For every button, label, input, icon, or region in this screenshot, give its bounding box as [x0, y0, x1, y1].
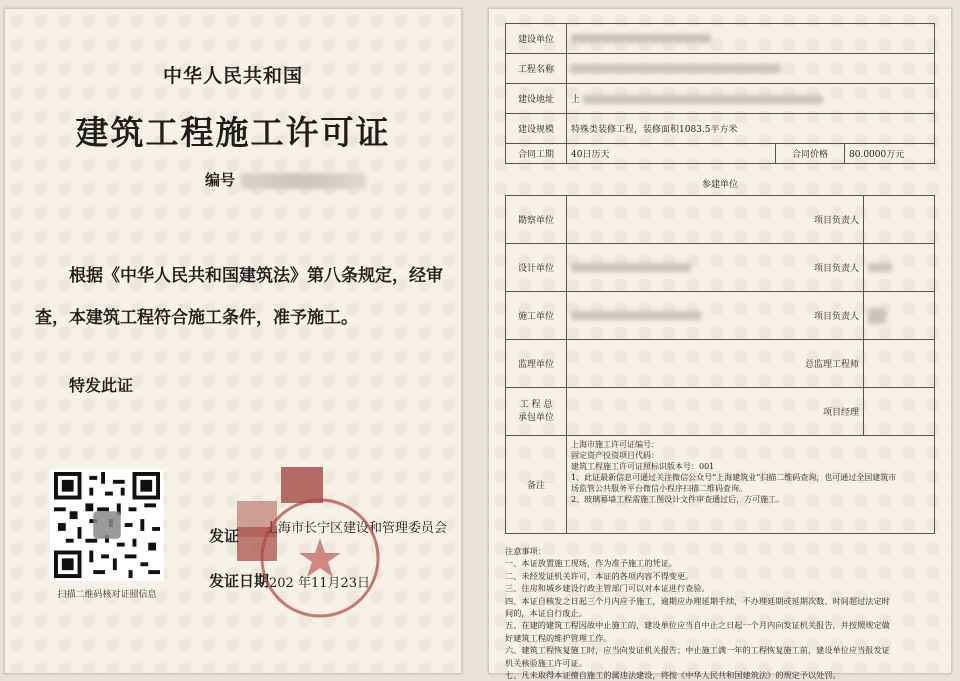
permit-body-text: 根据《中华人民共和国建筑法》第八条规定，经审查，本建筑工程符合施工条件，准予施工。 — [35, 266, 443, 328]
construction-company-label: 施工单位 — [506, 292, 567, 340]
country-name: 中华人民共和国 — [162, 65, 303, 87]
remarks-label: 备注 — [506, 436, 567, 534]
issue-date-value: 202 年11月23日 — [269, 576, 371, 591]
redacted-value — [571, 311, 701, 320]
note-item: 好建筑工程的维护管理工作。 — [505, 632, 612, 643]
construction-unit-label: 建设单位 — [506, 24, 567, 54]
note-item: 三、住房和城乡建设行政主管部门可以对本证进行查验。 — [505, 583, 710, 594]
note-item: 一、本证放置施工现场，作为准予施工的凭证。 — [505, 558, 677, 569]
official-seal-icon — [245, 493, 395, 623]
scale-value: 特殊类装修工程，装修面积1083.5平方米 — [567, 114, 935, 144]
general-contractor-label: 工 程 总 承包单位 — [506, 388, 567, 436]
note-item: 五、在建的建筑工程因故中止施工的，建设单位应当自中止之日起一个月内向发证机关报告，并按照规定做 — [505, 620, 890, 631]
note-item: 机关核验施工许可证。 — [505, 657, 587, 668]
note-item: 二、未经发证机关许可，本证的各项内容不得变更。 — [505, 570, 694, 581]
project-name-label: 工程名称 — [506, 54, 567, 84]
redacted-value — [583, 95, 823, 104]
qr-code-icon[interactable] — [50, 469, 164, 581]
qr-caption: 扫描二维码核对证照信息 — [57, 590, 157, 600]
redacted-number — [240, 173, 366, 189]
contract-period-value: 40日历天 — [567, 144, 776, 164]
note-item: 间的，本证自行废止。 — [505, 608, 587, 619]
remark-line: 固定资产投资项目代码： — [571, 451, 659, 460]
permit-cover-page — [4, 8, 462, 674]
remarks-content — [567, 436, 935, 534]
note-item: 六、建筑工程恢复施工时，应当向发证机关报告；中止施工满一年的工程恢复施工前，建设单位应当报发证 — [505, 645, 890, 656]
survey-unit-label: 勘察单位 — [506, 196, 567, 244]
issue-date-label: 发证日期 — [209, 572, 270, 590]
project-address-value: 上 — [571, 95, 581, 105]
issuer-value: 上海市长宁区建设和管理委员会 — [265, 521, 448, 536]
contract-price-value: 80.0000万元 — [845, 144, 935, 164]
remark-line: 2、玻璃幕墙工程需施工图设计文件审查通过后，方可施工。 — [571, 495, 785, 504]
remark-line: 上海市施工许可证编号： — [571, 440, 659, 449]
design-leader-label: 项目负责人 — [775, 244, 864, 292]
remark-line: 场监管公共服务平台微信小程序扫描二维码查询。 — [571, 484, 747, 493]
permit-number: 编号 — [205, 169, 366, 190]
remark-line: 1、此证最新信息可通过关注微信公众号“上海建筑业”扫描二维码查询，也可通过全国建筑市 — [571, 473, 897, 482]
redacted-value — [571, 34, 711, 43]
chief-supervisor-label: 总监理工程师 — [775, 340, 864, 388]
issuer-label: 发证 — [209, 527, 240, 545]
note-item: 四、本证自核发之日起三个月内应予施工，逾期应办理延期手续，不办理延期或延期次数、时间超过法定时 — [505, 595, 890, 606]
design-unit-label: 设计单位 — [506, 244, 567, 292]
redacted-value — [571, 263, 691, 272]
contract-period-label: 合同工期 — [506, 144, 567, 164]
redacted-value — [868, 308, 886, 324]
contract-price-label: 合同价格 — [776, 144, 845, 164]
participants-header: 参建单位 — [701, 180, 738, 190]
permit-title: 建筑工程施工许可证 — [75, 113, 391, 152]
project-info-table — [505, 23, 935, 164]
scale-label: 建设规模 — [506, 114, 567, 144]
survey-leader-label: 项目负责人 — [775, 196, 864, 244]
project-manager-label: 项目经理 — [775, 388, 864, 436]
redacted-value — [571, 64, 781, 73]
special-issue-text: 特发此证 — [69, 376, 134, 395]
supervision-unit-label: 监理单位 — [506, 340, 567, 388]
remark-line: 建筑工程施工许可证照标识版本号：001 — [571, 462, 715, 471]
note-item: 七、凡未取得本证擅自施工的属违法建设，将按《中华人民共和国建筑法》的规定予以处罚。 — [505, 670, 841, 681]
project-address-label: 建设地址 — [506, 84, 567, 114]
construction-leader-label: 项目负责人 — [775, 292, 864, 340]
notes-title: 注意事项： — [505, 546, 546, 556]
participants-table — [505, 195, 935, 534]
permit-details-page — [488, 8, 952, 681]
redacted-value — [868, 263, 892, 272]
notes-section — [505, 545, 941, 681]
